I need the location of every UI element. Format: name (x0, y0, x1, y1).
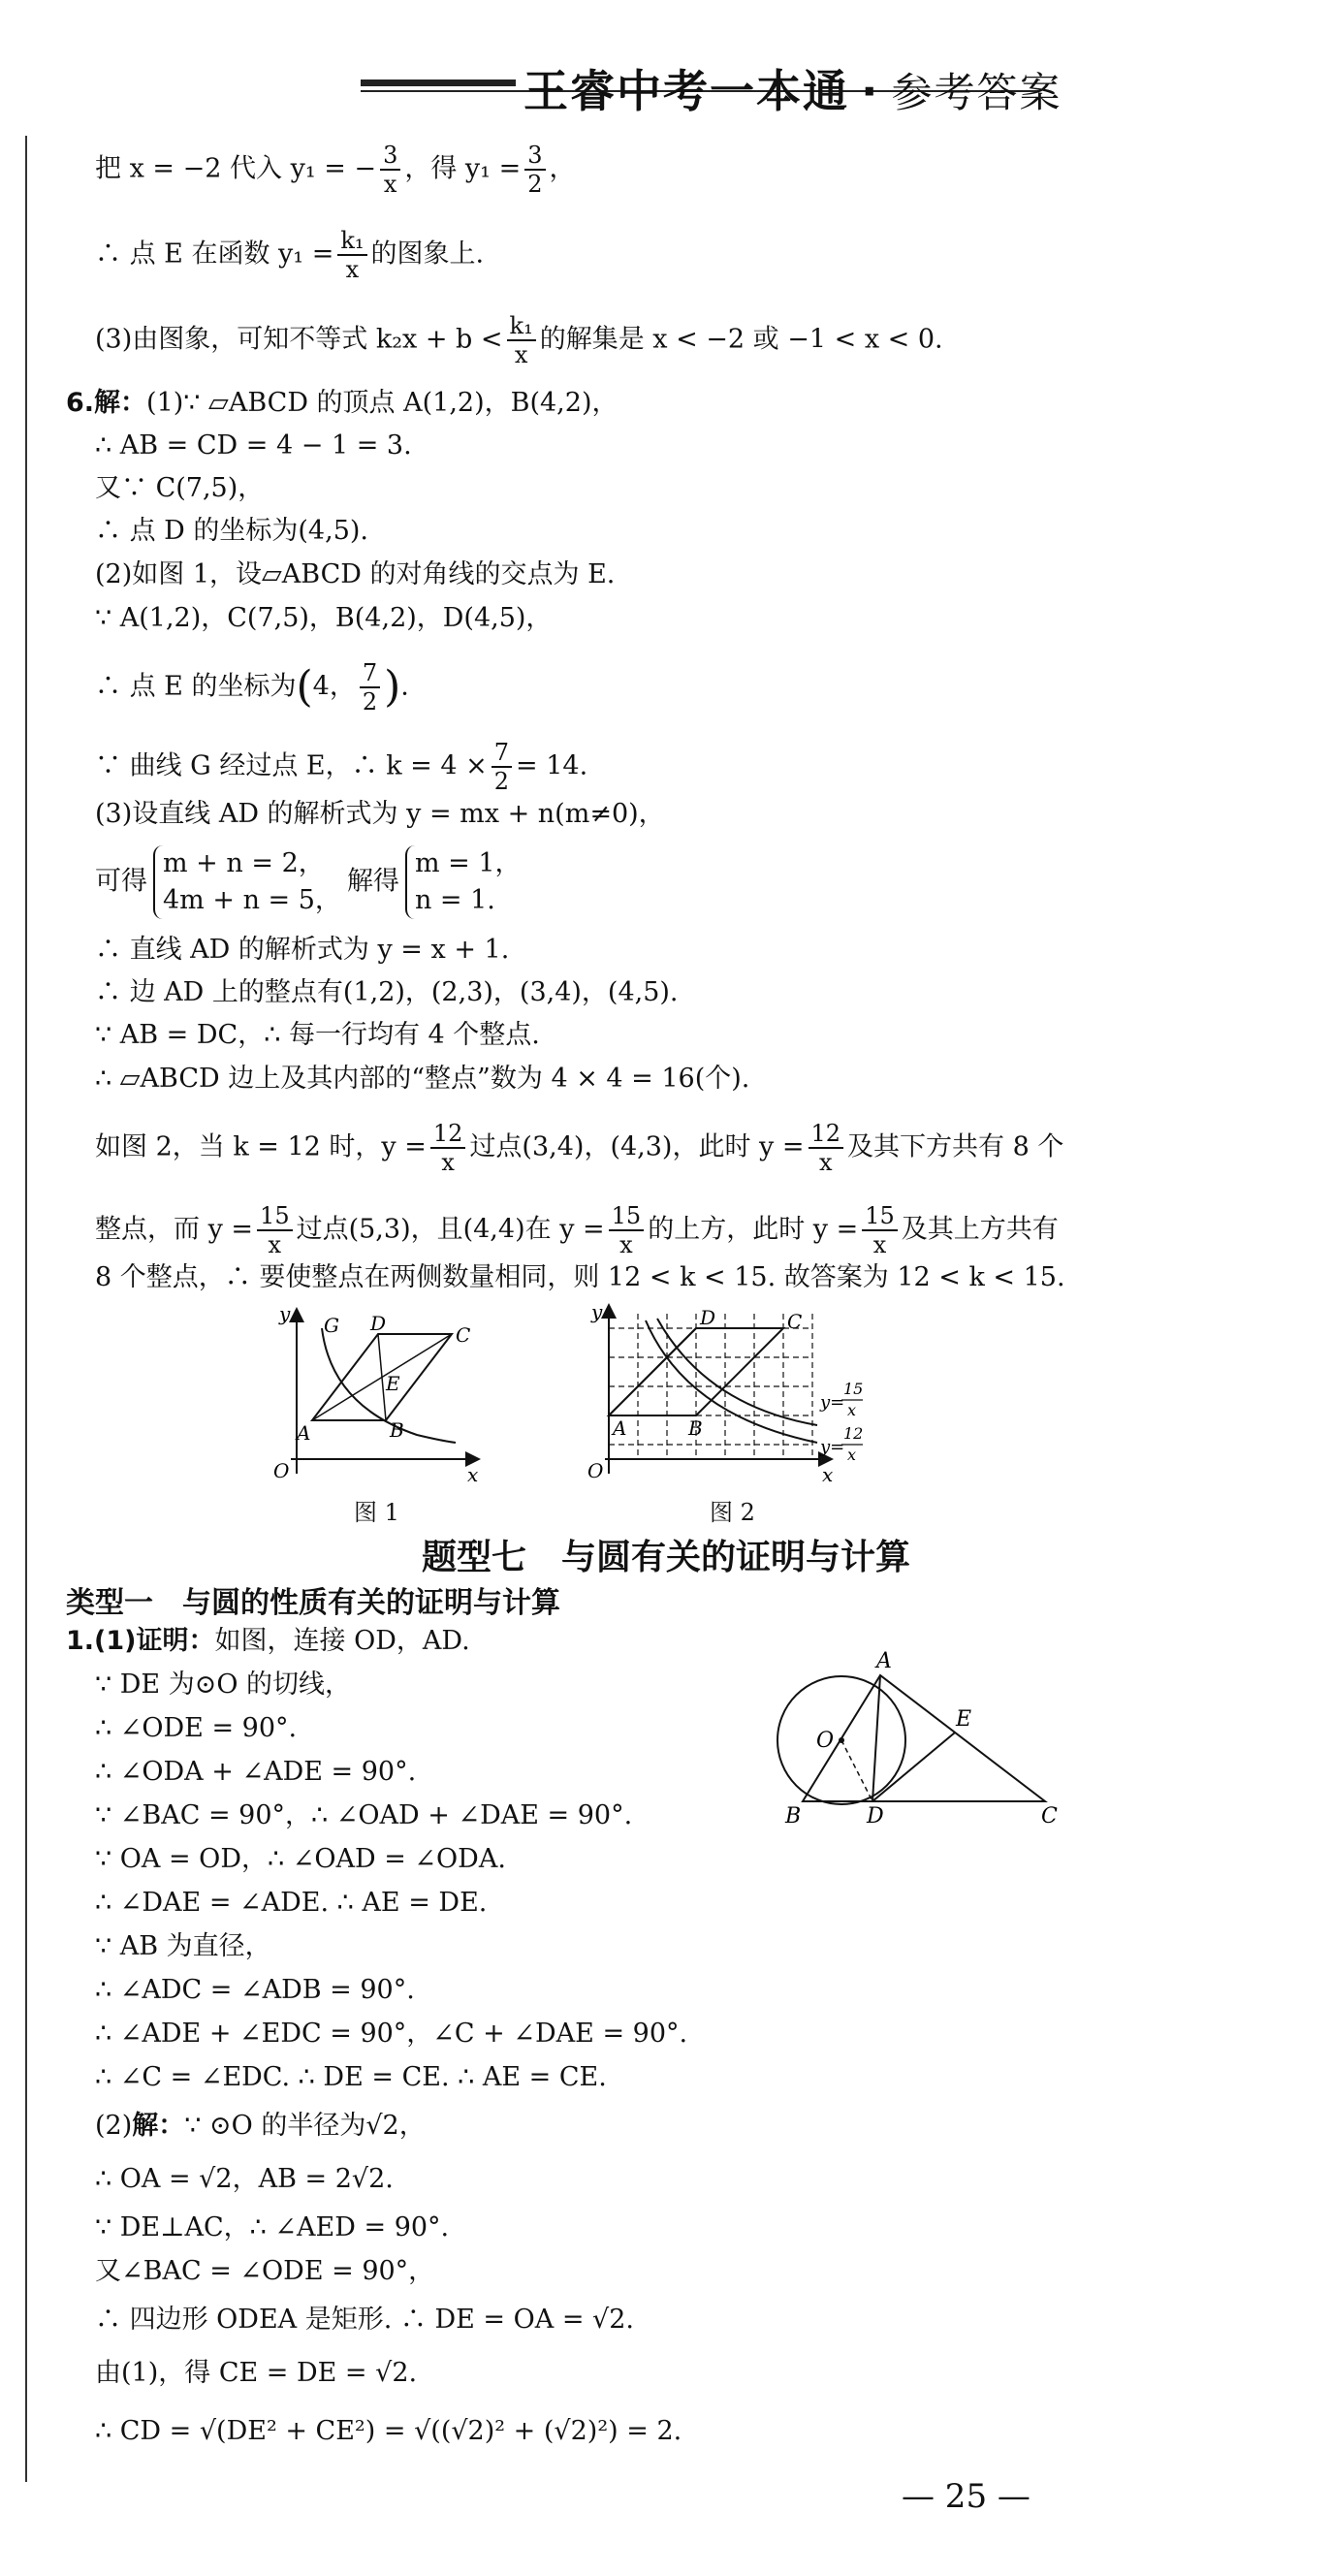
curve-15 (657, 1319, 817, 1425)
text-run: 把 x = −2 代入 y₁ = − (95, 153, 377, 184)
text-line: ∴ ∠ADC = ∠ADB = 90°. (95, 1975, 415, 2005)
text-line: ∵ ∠BAC = 90°，∴ ∠OAD + ∠DAE = 90°. (95, 1800, 633, 1830)
frac-num: 7 (360, 659, 380, 688)
equation-system (405, 845, 522, 919)
text-line: ∴ ▱ABCD 边上及其内部的“整点”数为 4 × 4 = 16(个). (95, 1064, 750, 1094)
figure-1-caption: 图 1 (354, 1499, 399, 1526)
label-d: D (867, 1804, 884, 1829)
label-c: C (456, 1323, 471, 1347)
diagonal-bd (378, 1334, 386, 1420)
fraction (380, 142, 400, 198)
frac-den: x (819, 1149, 833, 1176)
text-line: ∴ ∠C = ∠EDC. ∴ DE = CE. ∴ AE = CE. (95, 2062, 607, 2092)
fraction (862, 1202, 898, 1258)
curve-15-den: x (847, 1401, 857, 1419)
paren: ) (384, 662, 401, 712)
type-title: 类型一 与圆的性质有关的证明与计算 (66, 1586, 560, 1620)
label-y: y (279, 1302, 291, 1325)
text-line (66, 386, 618, 421)
text-line: 8 个整点，∴ 要使整点在两侧数量相同，则 12 < k < 15. 故答案为 12 < k < 15. (95, 1262, 1065, 1292)
text-run: 的图象上. (370, 239, 485, 270)
fraction (360, 659, 380, 716)
figure-1 (262, 1299, 494, 1493)
text-run: 的上方，此时 y = (648, 1214, 859, 1245)
question-number: 1. (66, 1626, 95, 1656)
label-b: B (390, 1418, 404, 1442)
frac-den: x (619, 1231, 633, 1258)
text-line: 由(1)，得 CE = DE = √2. (95, 2358, 418, 2388)
segment-de (872, 1733, 955, 1801)
frac-den: x (441, 1149, 455, 1176)
label-e: E (956, 1707, 972, 1732)
book-title: 王睿中考一本通 (523, 65, 849, 117)
curve-15-num: 15 (843, 1380, 864, 1398)
frac-den: x (268, 1231, 282, 1258)
text-line: ∵ AB 为直径， (95, 1931, 271, 1961)
label-b: B (688, 1416, 703, 1440)
frac-num: k₁ (507, 312, 536, 341)
text-run: 过点(3,4)，(4,3)，此时 y = (469, 1131, 805, 1162)
label-x: x (822, 1463, 834, 1486)
text-run: 的解集是 x < −2 或 −1 < x < 0. (539, 324, 943, 355)
header-separator: · (861, 65, 880, 117)
label-d: D (700, 1306, 716, 1329)
text-line: ∴ 点 D 的坐标为(4,5). (95, 516, 368, 546)
text-run: ∴ 点 E 在函数 y₁ = (95, 239, 334, 270)
label-c: C (1041, 1804, 1058, 1829)
text-line: ∴ ∠DAE = ∠ADE. ∴ AE = DE. (95, 1888, 488, 1918)
text-run: 整点，而 y = (95, 1214, 254, 1245)
label-a: A (876, 1649, 892, 1673)
text-line: ∴ ∠ODA + ∠ADE = 90°. (95, 1757, 417, 1787)
fraction (524, 142, 545, 198)
frac-num: 15 (609, 1202, 645, 1231)
figure-2 (580, 1299, 890, 1493)
text-run: 解得 (346, 866, 399, 897)
answer-label: 解： (94, 388, 147, 418)
label-g: G (324, 1314, 339, 1337)
frac-num: 12 (809, 1120, 844, 1149)
fraction (809, 1120, 844, 1176)
label-a: A (297, 1421, 311, 1445)
fraction (337, 227, 366, 283)
frac-num: 7 (492, 739, 512, 768)
equation: 4m + n = 5， (163, 885, 341, 915)
text-line: ∵ AB = DC，∴ 每一行均有 4 个整点. (95, 1020, 540, 1050)
center-point (839, 1737, 844, 1743)
text-line: ∵ DE 为⊙O 的切线， (95, 1670, 352, 1700)
text-line (95, 1120, 1063, 1176)
page-number: — 25 — (902, 2477, 1031, 2516)
text-run: ∵ ⊙O 的半径为√2， (184, 2111, 426, 2141)
curve-12-label: y= (820, 1437, 845, 1457)
label-o: O (816, 1729, 835, 1753)
text-run: ∴ 点 E 的坐标为 (95, 671, 297, 702)
question-number: 6. (66, 388, 95, 418)
label-c: C (787, 1310, 803, 1333)
text-line: ∴ ∠ADE + ∠EDC = 90°，∠C + ∠DAE = 90°. (95, 2019, 688, 2049)
text-line: 又∠BAC = ∠ODE = 90°， (95, 2256, 435, 2286)
curve-12-den: x (847, 1446, 857, 1464)
text-line (95, 2109, 426, 2144)
proof-label: (1)证明： (94, 1626, 215, 1656)
fraction (609, 1202, 645, 1258)
text-line: ∴ 边 AD 上的整点有(1,2)，(2,3)，(3,4)，(4,5). (95, 977, 679, 1007)
text-line: ∵ DE⊥AC，∴ ∠AED = 90°. (95, 2212, 450, 2242)
figure-2-caption: 图 2 (710, 1499, 755, 1526)
text-run: 4， (312, 671, 356, 702)
text-run: 可得 (95, 866, 147, 897)
text-line (95, 142, 576, 198)
paren: ( (296, 662, 313, 712)
text-run: . (400, 671, 409, 702)
frac-num: 3 (524, 142, 545, 171)
section-title: 题型七 与圆有关的证明与计算 (421, 1538, 910, 1577)
curve-15-label: y= (820, 1392, 845, 1413)
text-line: ∴ ∠ODE = 90°. (95, 1713, 298, 1743)
text-line: ∵ A(1,2)，C(7,5)，B(4,2)，D(4,5)， (95, 603, 553, 633)
frac-num: 15 (257, 1202, 293, 1231)
segment-od (841, 1740, 872, 1801)
text-run: (1)∵ ▱ABCD 的顶点 A(1,2)，B(4,2)， (146, 388, 618, 418)
text-run: 如图 2，当 k = 12 时，y = (95, 1131, 427, 1162)
diagonal-ad (609, 1328, 696, 1415)
frac-den: x (345, 256, 360, 283)
text-line: (3)设直线 AD 的解析式为 y = mx + n(m≠0)， (95, 799, 665, 829)
frac-den: 2 (527, 171, 543, 198)
label-b: B (785, 1804, 802, 1829)
header-subtitle: 参考答案 (891, 69, 1062, 116)
text-run: (2) (95, 2111, 133, 2141)
fraction (507, 312, 536, 368)
text-line (95, 845, 527, 919)
frac-num: 3 (380, 142, 400, 171)
label-x: x (467, 1463, 479, 1486)
label-y: y (591, 1300, 603, 1323)
curve-12 (646, 1320, 817, 1443)
text-line: 又∵ C(7,5)， (95, 473, 265, 503)
text-run: 及其下方共有 8 个 (847, 1131, 1064, 1162)
frac-den: x (872, 1231, 887, 1258)
text-run: 及其上方共有 (901, 1214, 1059, 1245)
fraction (430, 1120, 466, 1176)
label-e: E (386, 1372, 400, 1395)
label-o: O (273, 1459, 290, 1482)
label-d: D (370, 1312, 387, 1335)
equation-system (153, 845, 341, 919)
frac-num: 15 (862, 1202, 898, 1231)
label-a: A (613, 1416, 627, 1440)
text-line (66, 1624, 470, 1659)
text-line (95, 1202, 1059, 1258)
text-line: ∵ OA = OD，∴ ∠OAD = ∠ODA. (95, 1844, 506, 1874)
text-line (95, 739, 587, 795)
frac-num: 12 (430, 1120, 466, 1149)
text-line (95, 227, 484, 283)
text-run: = 14. (516, 750, 588, 781)
text-run: ∵ 曲线 G 经过点 E，∴ k = 4 × (95, 750, 488, 781)
equation: m + n = 2， (163, 848, 325, 878)
triangle-abc (803, 1675, 1045, 1801)
text-line: ∴ 直线 AD 的解析式为 y = x + 1. (95, 935, 510, 965)
text-line: ∴ 四边形 ODEA 是矩形. ∴ DE = OA = √2. (95, 2305, 635, 2335)
text-line (95, 659, 409, 716)
frac-den: 2 (362, 688, 378, 716)
text-run: 过点(5,3)，且(4,4)在 y = (296, 1214, 605, 1245)
frac-num: k₁ (337, 227, 366, 256)
text-line: ∴ AB = CD = 4 − 1 = 3. (95, 430, 412, 461)
segment-ad (872, 1675, 880, 1801)
frac-den: x (383, 171, 397, 198)
grid (609, 1314, 812, 1459)
frac-den: 2 (493, 768, 510, 795)
text-run: (3)由图象，可知不等式 k₂x + b < (95, 324, 503, 355)
label-o: O (587, 1459, 604, 1482)
text-run: 如图，连接 OD，AD. (214, 1626, 470, 1656)
text-line: ∴ CD = √(DE² + CE²) = √((√2)² + (√2)²) = 2. (95, 2416, 682, 2446)
curve-12-num: 12 (843, 1424, 864, 1443)
frac-den: x (514, 341, 528, 368)
text-run: ， (549, 153, 576, 184)
equation: n = 1. (414, 885, 495, 915)
text-line (95, 312, 943, 368)
text-run: ，得 y₁ = (404, 153, 522, 184)
fraction (492, 739, 512, 795)
text-line: (2)如图 1，设▱ABCD 的对角线的交点为 E. (95, 559, 616, 589)
equation: m = 1， (414, 848, 522, 878)
figure-circle (766, 1648, 1076, 1832)
fraction (257, 1202, 293, 1258)
answer-label: 解： (132, 2111, 185, 2141)
text-line: ∴ OA = √2，AB = 2√2. (95, 2164, 394, 2194)
